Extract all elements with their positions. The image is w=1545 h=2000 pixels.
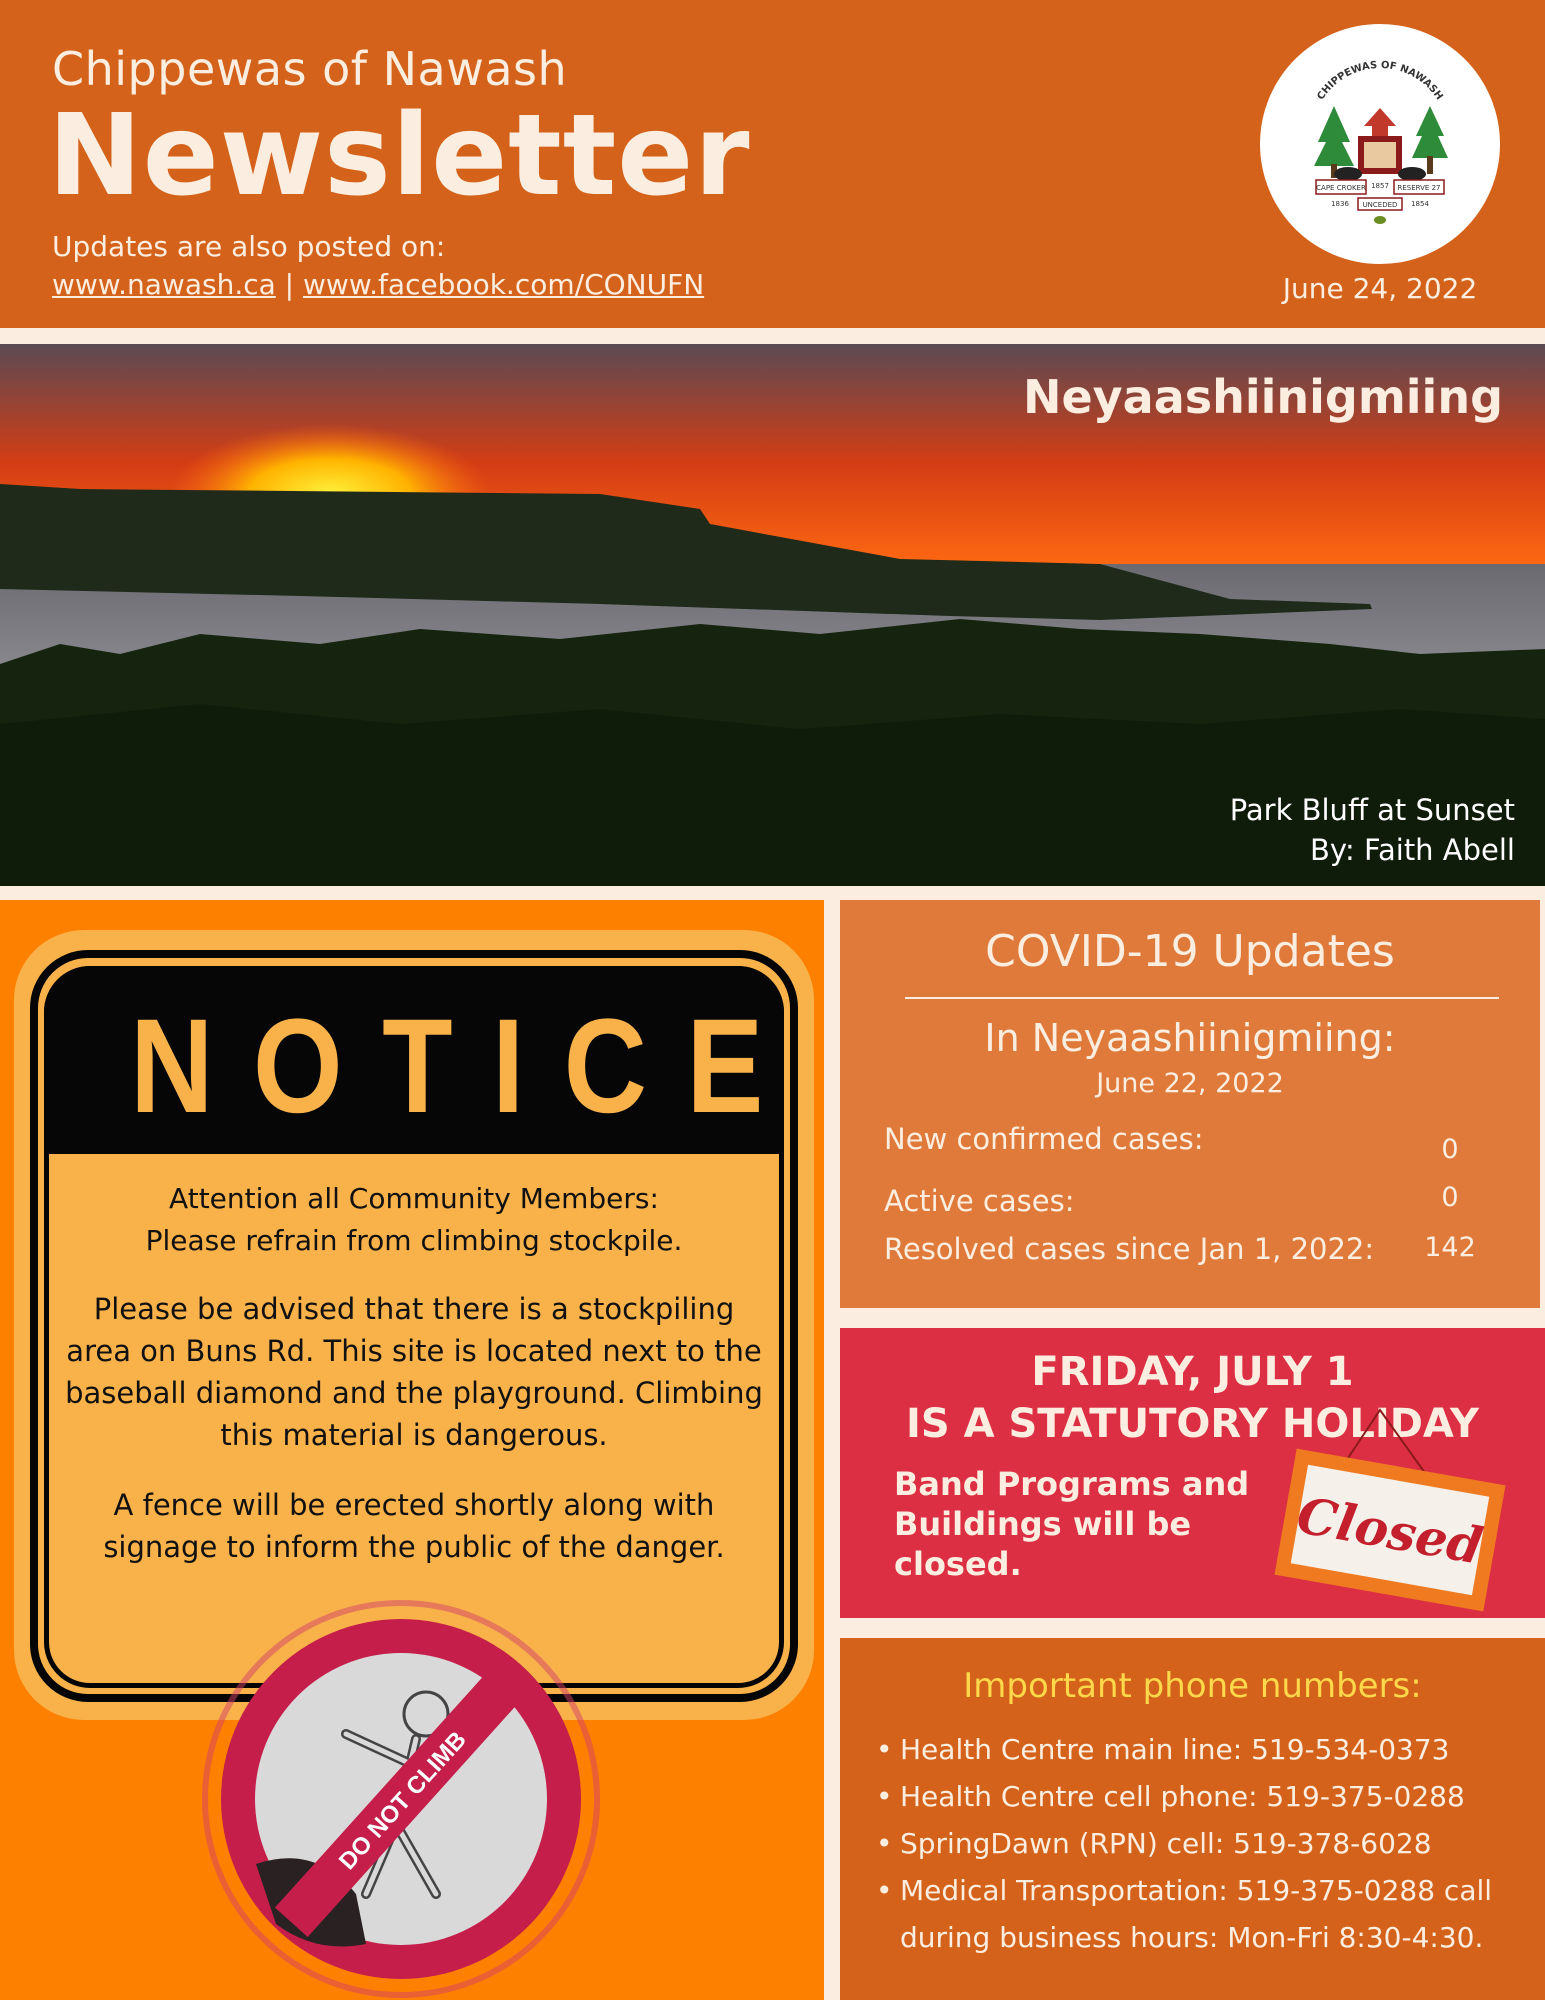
- notice-paragraph-2: A fence will be erected shortly along with signage to inform the public of the danger.: [103, 1488, 725, 1564]
- logo-year-left: 1836: [1331, 200, 1349, 208]
- newsletter-date: June 24, 2022: [1282, 272, 1478, 305]
- holiday-text-line-3: closed.: [894, 1545, 1022, 1583]
- covid-divider: [905, 997, 1499, 999]
- attention-line-1: Attention all Community Members:: [169, 1182, 659, 1215]
- phones-title: Important phone numbers:: [963, 1666, 1422, 1706]
- logo-right-ribbon: RESERVE 27: [1397, 184, 1441, 192]
- posted-on-label: Updates are also posted on:: [52, 230, 446, 263]
- photo-caption: [1230, 790, 1515, 870]
- link-separator: |: [275, 268, 304, 301]
- logo-bottom-ribbon: UNCEDED: [1362, 201, 1398, 209]
- stat-value-resolved: 142: [1424, 1232, 1476, 1263]
- attention-line-2: Please refrain from climbing stockpile.: [145, 1224, 683, 1257]
- do-not-climb-icon: [196, 1594, 606, 2000]
- page-title: Newsletter: [48, 91, 751, 221]
- holiday-line-2: IS A STATUTORY HOLIDAY: [905, 1401, 1480, 1447]
- website-link[interactable]: www.nawash.ca: [52, 268, 276, 301]
- holiday-text-line-1: Band Programs and: [894, 1465, 1250, 1503]
- notice-heading: NOTICE: [130, 992, 803, 1141]
- phone-item: • Health Centre main line: 519-534-0373: [876, 1726, 1516, 1773]
- do-not-climb-text: DO NOT CLIMB: [333, 1726, 472, 1876]
- logo-year-right: 1854: [1411, 200, 1429, 208]
- closed-text: Closed: [1292, 1485, 1488, 1576]
- closed-sign-icon: [1270, 1400, 1510, 1620]
- logo-top-text: CHIPPEWAS OF NAWASH: [1315, 59, 1445, 103]
- caption-credit: By: Faith Abell: [1310, 833, 1515, 867]
- phone-item: • Health Centre cell phone: 519-375-0288: [876, 1773, 1516, 1820]
- holiday-text: [894, 1464, 1249, 1584]
- notice-attention: [44, 1178, 784, 1262]
- notice-paragraph-1: Please be advised that there is a stockpiling area on Buns Rd. This site is located next to the baseball diamond and the playground. Climbing this material is dangerous.: [65, 1292, 763, 1452]
- covid-date: June 22, 2022: [1096, 1068, 1284, 1099]
- phones-list: [876, 1726, 1516, 1961]
- place-name: Neyaashiinigmiing: [1022, 370, 1503, 424]
- logo-year-center: 1857: [1371, 182, 1389, 190]
- svg-text:CHIPPEWAS OF NAWASH: [1315, 60, 1444, 102]
- phone-item: • Medical Transportation: 519-375-0288 call during business hours: Mon-Fri 8:30-4:30.: [876, 1867, 1516, 1961]
- logo-left-ribbon: CAPE CROKER: [1316, 184, 1366, 192]
- covid-subtitle: In Neyaashiinigmiing:: [984, 1016, 1396, 1060]
- caption-title: Park Bluff at Sunset: [1229, 793, 1515, 827]
- stat-value-new: 0: [1441, 1134, 1459, 1165]
- stat-label-active: Active cases:: [884, 1184, 1075, 1218]
- phone-item: • SpringDawn (RPN) cell: 519-378-6028: [876, 1820, 1516, 1867]
- holiday-line-1: FRIDAY, JULY 1: [1031, 1349, 1354, 1395]
- stat-label-resolved: Resolved cases since Jan 1, 2022:: [884, 1232, 1375, 1266]
- nawash-logo: [1260, 24, 1500, 264]
- facebook-link[interactable]: www.facebook.com/CONUFN: [303, 268, 705, 301]
- links-line: [52, 268, 704, 301]
- organization-name: Chippewas of Nawash: [52, 42, 568, 96]
- stat-value-active: 0: [1441, 1182, 1459, 1213]
- stat-label-new: New confirmed cases:: [884, 1122, 1204, 1156]
- holiday-text-line-2: Buildings will be: [894, 1505, 1192, 1543]
- covid-title: COVID-19 Updates: [985, 926, 1395, 977]
